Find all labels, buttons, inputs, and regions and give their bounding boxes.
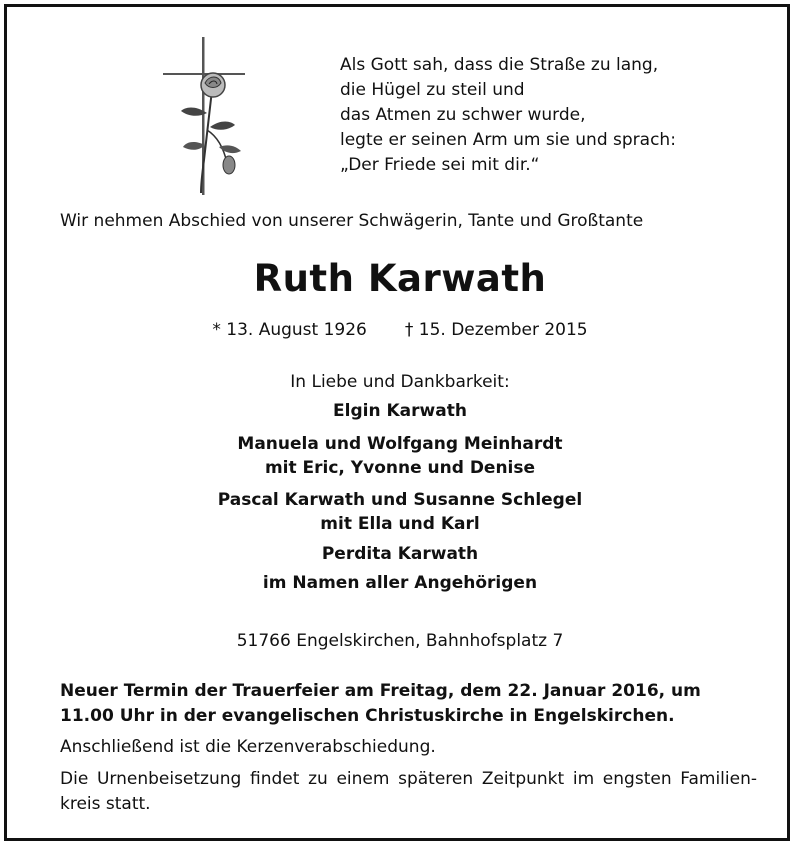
obituary-card bbox=[4, 4, 790, 841]
mourner-name: Manuela und Wolfgang Meinhardt bbox=[237, 434, 563, 454]
life-dates bbox=[7, 320, 793, 340]
poem-line: die Hügel zu steil und bbox=[340, 80, 525, 100]
poem-line: Als Gott sah, dass die Straße zu lang, bbox=[340, 55, 659, 75]
poem bbox=[340, 53, 676, 178]
cross-with-rose-icon bbox=[157, 35, 257, 200]
address: 51766 Engelskirchen, Bahnhofsplatz 7 bbox=[236, 631, 564, 651]
mourner-name: Elgin Karwath bbox=[333, 401, 467, 421]
mourner-name: Pascal Karwath und Susanne Schlegel bbox=[217, 490, 583, 510]
mourners-heading: In Liebe und Dankbarkeit: bbox=[290, 372, 510, 392]
poem-line: das Atmen zu schwer wurde, bbox=[340, 105, 586, 125]
candle-farewell-text: Anschließend ist die Kerzenverabschiedung. bbox=[60, 737, 436, 757]
mourner-name: mit Ella und Karl bbox=[320, 514, 480, 534]
mourner-name: mit Eric, Yvonne und Denise bbox=[264, 458, 536, 478]
mourner-name: Perdita Karwath bbox=[321, 544, 479, 564]
poem-line: „Der Friede sei mit dir.“ bbox=[340, 155, 540, 175]
farewell-intro: Wir nehmen Abschied von unserer Schwägerin, Tante und Großtante bbox=[60, 211, 644, 231]
death-date: † 15. Dezember 2015 bbox=[404, 320, 588, 340]
birth-date: * 13. August 1926 bbox=[212, 320, 367, 340]
urn-burial-text: Die Urnenbeisetzung findet zu einem späteren Zeitpunkt im engsten Familien-kreis statt. bbox=[60, 769, 757, 814]
deceased-name: Ruth Karwath bbox=[253, 257, 547, 300]
funeral-notice: Neuer Termin der Trauerfeier am Freitag, dem 22. Januar 2016, um 11.00 Uhr in der evangelischen Christuskirche in Engelskirchen. bbox=[60, 681, 701, 726]
mourner-name: im Namen aller Angehörigen bbox=[262, 573, 538, 593]
poem-line: legte er seinen Arm um sie und sprach: bbox=[340, 130, 676, 150]
